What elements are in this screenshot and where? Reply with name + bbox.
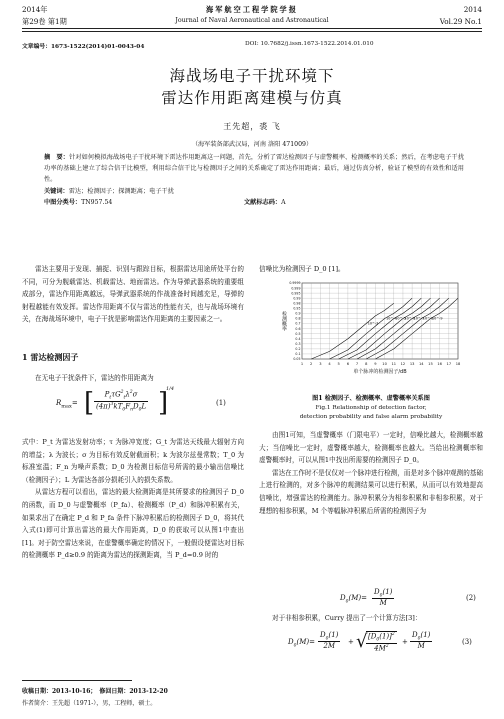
eq1-exponent: 1/4 bbox=[166, 386, 175, 392]
y-tick-label: 0.995 bbox=[291, 291, 301, 296]
y-axis-label: 检测概率 bbox=[281, 311, 287, 331]
y-tick-label: 0.7 bbox=[295, 321, 301, 326]
section-1-heading: 1 雷达检测因子 bbox=[22, 352, 79, 362]
eq1-4pi: (4π) bbox=[96, 402, 111, 411]
eq1-kt: kT bbox=[113, 402, 123, 411]
intro-paragraph bbox=[22, 263, 244, 326]
x-tick-label: 5 bbox=[337, 362, 340, 366]
doi: DOI: 10.7682/j.issn.1673-1522.2014.01.010 bbox=[245, 41, 374, 47]
y-tick-label: 0.1 bbox=[295, 352, 301, 357]
doc-code-label: 文献标志码： bbox=[244, 198, 282, 206]
plot-frame bbox=[302, 283, 458, 359]
x-tick-label: 7 bbox=[355, 362, 359, 366]
author-info: 作者简介：王先超（1971-），男，工程师，硕士。 bbox=[22, 700, 157, 707]
right-paragraph-2: 雷达在工作时不是仅仅对一个脉冲进行检测，而是对多个脉冲观测的基础上进行检测的，对多个脉冲的观测结果可以进行积累，从而可以有效地提高信噪比，增强雷达的检测能力。脉冲积累分为相参积累和非相参积累，对于理想的相参积累，M 个等幅脉冲积累后所需的检测因子为 bbox=[259, 468, 483, 515]
equation-2: $D_0(M)=$ $\frac{D_0(1)}{M}$ (2) bbox=[340, 588, 476, 608]
eq1-sigma: σ bbox=[132, 390, 138, 399]
equation-3: $D_0(M)=$ $\frac{D_0(1)}{2M}$ + √ $\frac{[D_0(1)]^2}{4M^2}$ + $\frac{D_0(1)}{M}$ (3) bbox=[288, 631, 472, 653]
abstract-text: 针对如何模拟海战场电子干扰环境下雷达作用距离这一问题，首先，分析了雷达检测因子与虚警概率、检测概率的关系；然后，在考虑电子干扰功率的基础上建立了综合信干比模型，利用综合信干比与检测因子之间的关系确定了雷达作用距离；最后，通过仿真分析，验证了模型的有效性和适用性。 bbox=[44, 154, 465, 184]
eq1-d0: D bbox=[132, 402, 139, 411]
section-1-intro bbox=[22, 372, 244, 385]
abstract-label: 摘 要： bbox=[44, 154, 70, 161]
right-body-1 bbox=[259, 429, 483, 517]
section-1-intro-text: 在无电子干扰条件下，雷达的作用距离为 bbox=[35, 374, 154, 382]
intro-text: 雷达主要用于发现、捕捉、识别与跟踪目标，根据雷达用途所处平台的不同，可分为舰载雷达、机载雷达、地面雷达。作为导弹武器系统的重要组成部分，雷达作用距离越远，导弹武器系统的作战准备时间越充足，导弹的射程越能有效发挥。雷达作用距离不仅与雷达的性能有关，也与战场环境有关，在海战场环境中，电子干扰是影响雷达作用距离的主要因素之一。 bbox=[22, 265, 244, 324]
x-tick-label: 17 bbox=[446, 362, 452, 366]
series-label: 10^-9 bbox=[431, 316, 443, 321]
keywords: 雷达；检测因子；探测距离；电子干扰 bbox=[68, 187, 174, 195]
eq1-lhs: R bbox=[56, 399, 62, 407]
clc-label: 中图分类号： bbox=[44, 198, 82, 206]
right-paragraph-1: 由图1可知，当虚警概率（门限电平）一定时，信噪比越大，检测概率越大；当信噪比一定时，虚警概率越大，检测概率也越大。当给出检测概率和虚警概率时，可以从图1中找出所需要的检测因子 D_0。 bbox=[259, 431, 483, 465]
eq1-number: (1) bbox=[216, 399, 226, 407]
received-dates: 收稿日期：2013-10-16； 修回日期：2013-12-20 bbox=[22, 688, 168, 695]
eq2-lhs: D bbox=[340, 594, 346, 602]
y-tick-label: 0.9 bbox=[295, 311, 301, 316]
x-tick-label: 16 bbox=[437, 362, 442, 366]
figure-1-caption-cn: 图1 检测因子、检测概率、虚警概率关系图 bbox=[312, 395, 430, 402]
y-tick-label: 0.4 bbox=[295, 336, 301, 341]
equation-1: $R_{max}=$ [ $P_t\tau G^2_t\lambda^2\sigma$ $(4\pi)^3kT_0F_nD_0L$ ] 1/4 (1) bbox=[56, 386, 226, 418]
header-year: 2014年 bbox=[22, 5, 48, 14]
x-tick-label: 9 bbox=[374, 362, 377, 366]
y-tick-label: 0.98 bbox=[293, 301, 301, 306]
x-tick-label: 1 bbox=[300, 362, 304, 366]
paper-title-line1: 海战场电子干扰环境下 bbox=[169, 67, 335, 85]
y-tick-label: 0.3 bbox=[295, 342, 301, 346]
y-tick-label: 0.999 bbox=[291, 286, 301, 291]
eq1-pt: P bbox=[104, 390, 110, 399]
series-label: 10^-7 bbox=[413, 316, 425, 321]
affiliation: （海军装备部武汉局，河南 洛阳 471009） bbox=[191, 141, 313, 148]
y-tick-label: 0.2 bbox=[295, 347, 301, 352]
eq2-number: (2) bbox=[466, 594, 476, 602]
eq1-tau-g: τG bbox=[111, 390, 121, 399]
y-tick-label: 0.6 bbox=[295, 326, 301, 331]
y-tick-label: 0.95 bbox=[293, 306, 301, 311]
right-top-text bbox=[259, 263, 483, 276]
y-tick-label: 0.05 bbox=[293, 357, 301, 362]
x-tick-label: 8 bbox=[365, 362, 368, 366]
eq1-definitions: 式中：P_t 为雷达发射功率；τ 为脉冲宽度；G_t 为雷达天线最大辐射方向的增益；λ 为波长；σ 为目标有效反射截面积；k 为波尔兹曼常数；T_0 为标准室温；F_n 为噪声系数；D_0 为检测目标信号所需的最小输出信噪比（检测因子）；L 为雷达各部分损耗引入的损失系数。 bbox=[22, 438, 244, 484]
x-tick-label: 15 bbox=[428, 362, 433, 366]
series-label: 10^-8 bbox=[422, 316, 434, 321]
right-paragraph-3: 对于非相参积累，Curry 提出了一个计算方法[3]： bbox=[272, 614, 422, 622]
eq1-lambda: λ bbox=[125, 390, 130, 399]
journal-title-cn: 海军航空工程学院学报 bbox=[206, 5, 298, 14]
eq3-number: (3) bbox=[462, 638, 472, 646]
header-issue: 第29卷 第1期 bbox=[22, 17, 67, 26]
series-label: 10^-5 bbox=[395, 316, 406, 321]
paper-title-line2: 雷达作用距离建模与仿真 bbox=[161, 89, 343, 107]
keywords-label: 关键词： bbox=[44, 187, 69, 195]
x-tick-label: 11 bbox=[391, 362, 397, 366]
x-tick-label: 2 bbox=[310, 362, 313, 366]
y-tick-label: 0.5 bbox=[295, 331, 301, 336]
authors: 王先超，裘 飞 bbox=[223, 122, 281, 131]
right-top-paragraph: 信噪比为检测因子 D_0 [1]。 bbox=[259, 265, 345, 273]
header-rule bbox=[22, 28, 482, 29]
y-tick-label: 0.99 bbox=[293, 296, 301, 301]
figure-1-chart bbox=[276, 279, 466, 379]
y-tick-label: 0.8 bbox=[295, 316, 301, 321]
right-body-2 bbox=[259, 612, 483, 625]
y-tick-label: 0.9999 bbox=[289, 281, 301, 286]
section-1-paragraph-3: 从雷达方程可以看出，雷达的最大检测距离是其所要求的检测因子 D_0 的函数，而 D_0 与虚警概率（P_fa）、检测概率（P_d）和脉冲积累有关，如果求出了在确定 P_d 和 P_fa 条件下脉冲积累后的检测因子 D_0，将其代入式(1)即可计算出雷达的最大作用距离，D_0 的获取可以从图1中查出[1]。对于防空雷达来说，在虚警概率确定的情况下，一般假设便雷达对目标的检测概率 P_d≥0.9 的距离为雷达的探测距离，当 P_d=0.9 时的 bbox=[22, 488, 244, 560]
footer-rule bbox=[22, 680, 132, 681]
clc-number: TN957.54 bbox=[81, 198, 113, 206]
x-tick-label: 13 bbox=[409, 362, 415, 366]
figure-1-caption-en-1: Fig.1 Relationship of detection factor, bbox=[315, 405, 427, 411]
series-label: 10^-3 bbox=[367, 321, 379, 326]
series-label: 10^-4 bbox=[386, 316, 397, 321]
section-1-body bbox=[22, 436, 244, 562]
eq1-l: L bbox=[141, 402, 147, 411]
article-number: 文章编号：1673-1522(2014)01-0043-04 bbox=[22, 44, 145, 50]
doc-code: A bbox=[281, 198, 286, 206]
x-tick-label: 10 bbox=[382, 362, 387, 366]
header-volume: Vol.29 No.1 bbox=[439, 17, 482, 26]
x-tick-label: 3 bbox=[319, 362, 322, 366]
eq1-fn: F bbox=[125, 402, 131, 411]
figure-1-caption-en-2: detection probability and false alarm probability bbox=[299, 414, 443, 420]
abstract bbox=[44, 152, 464, 208]
x-tick-label: 6 bbox=[346, 362, 350, 366]
x-tick-label: 12 bbox=[400, 362, 406, 366]
journal-title-en: Journal of Naval Aeronautical and Astronautical bbox=[175, 17, 329, 24]
x-tick-label: 14 bbox=[419, 362, 424, 366]
x-tick-label: 4 bbox=[328, 362, 331, 366]
x-axis-label: 单个脉冲的检测因子/dB bbox=[353, 369, 407, 375]
series-label: 10^-6 bbox=[404, 316, 415, 321]
header-year-right: 2014 bbox=[463, 5, 482, 14]
x-tick-label: 18 bbox=[455, 362, 461, 366]
eq1-lhs-sub: max bbox=[61, 403, 72, 410]
header-rule-thin bbox=[22, 31, 482, 32]
